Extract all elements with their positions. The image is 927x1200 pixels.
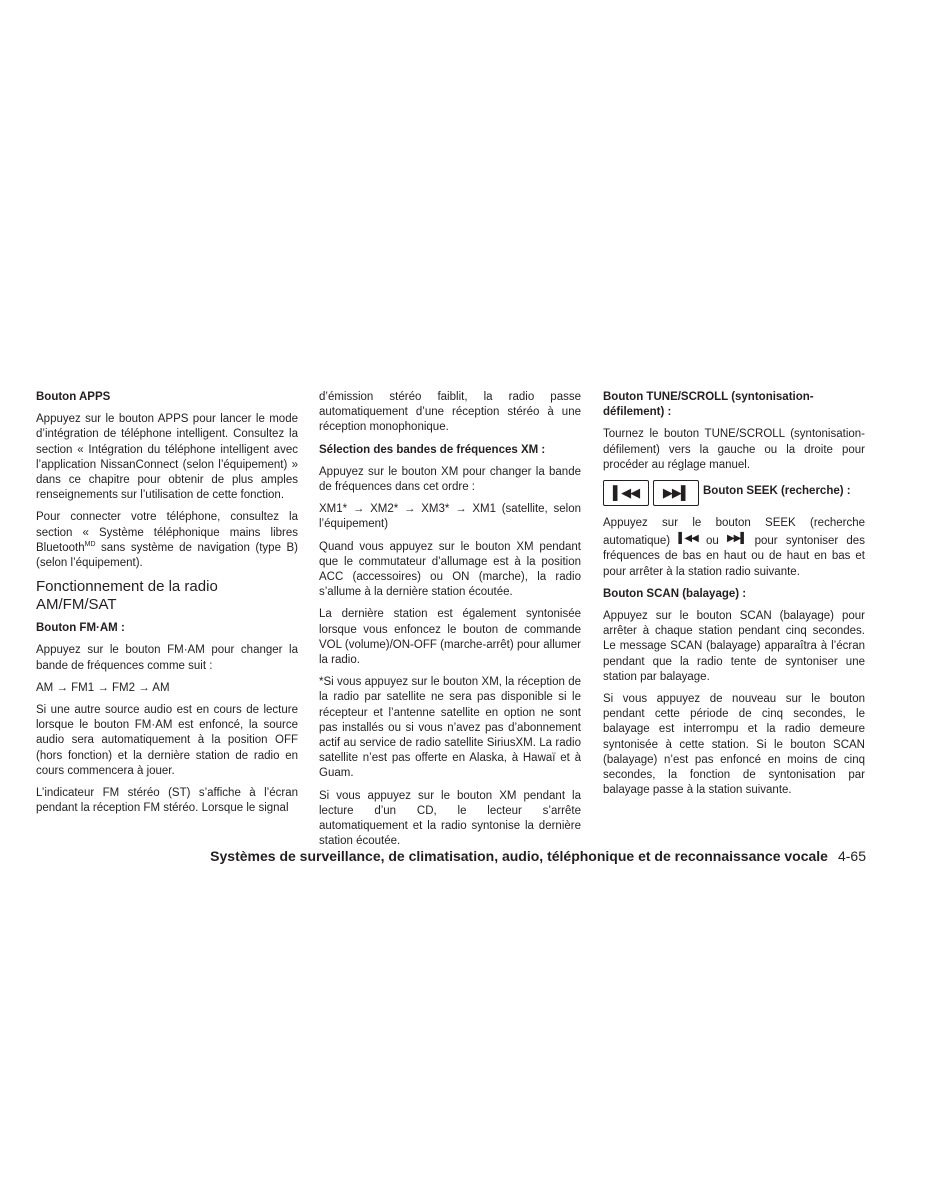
trademark-sup: MD [84, 540, 96, 548]
page-footer [36, 848, 866, 864]
stereo-continued: d’émission stéréo faiblit, la radio passe automatiquement d’une réception stéréo à une réception monophonique. [319, 391, 581, 434]
apps-heading: Bouton APPS [36, 391, 111, 403]
last-station-paragraph: La dernière station est également syntonisée lorsque vous enfoncez le bouton de commande VOL (volume)/ON-OFF (marche-arrêt) pour allumer la radio. [319, 608, 581, 667]
seek-previous-inline-icon: ▌◀◀ [678, 533, 698, 545]
xm-heading: Sélection des bandes de fréquences XM : [319, 443, 546, 456]
column-middle [319, 390, 581, 856]
xm-sequence: XM1* → XM2* → XM3* → XM1 (satellite, selon l’équipement) [319, 503, 581, 531]
seek-button-illustration [603, 480, 703, 506]
fmam-paragraph: Appuyez sur le bouton FM·AM pour changer la bande de fréquences comme suit : [36, 644, 298, 672]
seek-next-inline-icon: ▶▶▌ [726, 533, 747, 545]
tune-paragraph: Tournez le bouton TUNE/SCROLL (syntonisation-défilement) vers la gauche ou la droite pour procéder au réglage manuel. [603, 428, 865, 471]
satellite-note: *Si vous appuyez sur le bouton XM, la réception de la radio par satellite ne sera pas disponible si le récepteur et l’antenne satellite en option ne sont pas installés ou si vous n’avez pas d’abonnement actif au service de radio satellite SiriusXM. La radio satellite n’est pas offerte en Alaska, à Hawaï et à Guam. [319, 676, 581, 780]
fmam-heading: Bouton FM·AM : [36, 622, 125, 635]
seek-block [603, 480, 865, 506]
seek-next-icon: ▶▶▌ [653, 480, 699, 506]
connect-paragraph [36, 510, 298, 571]
xm-paragraph: Appuyez sur le bouton XM pour changer la bande de fréquences dans cet ordre : [319, 465, 581, 494]
seek-text-or: ou [705, 535, 719, 548]
seek-previous-icon: ▌◀◀ [603, 480, 649, 506]
chapter-title: Systèmes de surveillance, de climatisation, audio, téléphonique et de reconnaissance vocale [210, 848, 828, 864]
seek-text-b: pour syntoniser des fréquences de bas en haut ou de haut en bas et pour arrêter à la station radio suivante. [603, 535, 865, 578]
page-number: 4-65 [837, 848, 866, 864]
scan-again-paragraph: Si vous appuyez de nouveau sur le bouton pendant cette période de cinq secondes, le balayage est interrompu et la radio demeure syntonisée à cette station. Si le bouton SCAN (balayage) n’est pas enfoncé en moins de cinq secondes, la fonction de syntonisation par balayage passe à la station suivante. [603, 693, 865, 797]
other-source-paragraph: Si une autre source audio est en cours de lecture lorsque le bouton FM·AM est enfoncé, la source audio sera automatiquement à la position OFF (hors fonction) et la dernière station de radio en cours commencera à jouer. [36, 704, 298, 777]
column-right [603, 390, 865, 805]
connect-text-b: sans système de navigation (type B) (selon l’équipement). [36, 541, 298, 570]
scan-paragraph: Appuyez sur le bouton SCAN (balayage) pour arrêter à chaque station pendant cinq secondes. Le message SCAN (balayage) apparaîtra à l’écran pendant que la radio tente de syntoniser une station par balayage. [603, 610, 865, 683]
scan-heading: Bouton SCAN (balayage) : [603, 587, 747, 600]
connect-text-a: Pour connecter votre téléphone, consultez la section « Système téléphonique mains libres Bluetooth [36, 511, 298, 554]
seek-heading: Bouton SEEK (recherche) : [703, 485, 851, 498]
fmam-sequence: AM → FM1 → FM2 → AM [36, 681, 170, 694]
seek-text-a: Appuyez sur le bouton SEEK (recherche automatique) [603, 517, 865, 548]
column-left [36, 390, 298, 823]
stereo-paragraph: L’indicateur FM stéréo (ST) s’affiche à l’écran pendant la réception FM stéréo. Lorsque le signal [36, 787, 298, 815]
cd-paragraph: Si vous appuyez sur le bouton XM pendant la lecture d’un CD, le lecteur s’arrête automatiquement et la radio syntonise la dernière station écoutée. [319, 789, 581, 848]
xm-ignition-paragraph: Quand vous appuyez sur le bouton XM pendant que le commutateur d’allumage est à la position ACC (accessoires) ou ON (marche), la radio s’allume à la dernière station écoutée. [319, 540, 581, 599]
tune-heading: Bouton TUNE/SCROLL (syntonisation-défilement) : [603, 391, 814, 419]
seek-paragraph [603, 516, 865, 580]
section-title: Fonctionnement de la radio AM/FM/SAT [36, 578, 218, 614]
apps-paragraph: Appuyez sur le bouton APPS pour lancer le mode d’intégration de téléphone intelligent. Consultez la section « Intégration du téléphone intelligent avec l’application NissanConnect (selon l’équipement) » dans ce chapitre pour obtenir de plus amples renseignements sur l’utilisation de cette fonction. [36, 413, 298, 502]
